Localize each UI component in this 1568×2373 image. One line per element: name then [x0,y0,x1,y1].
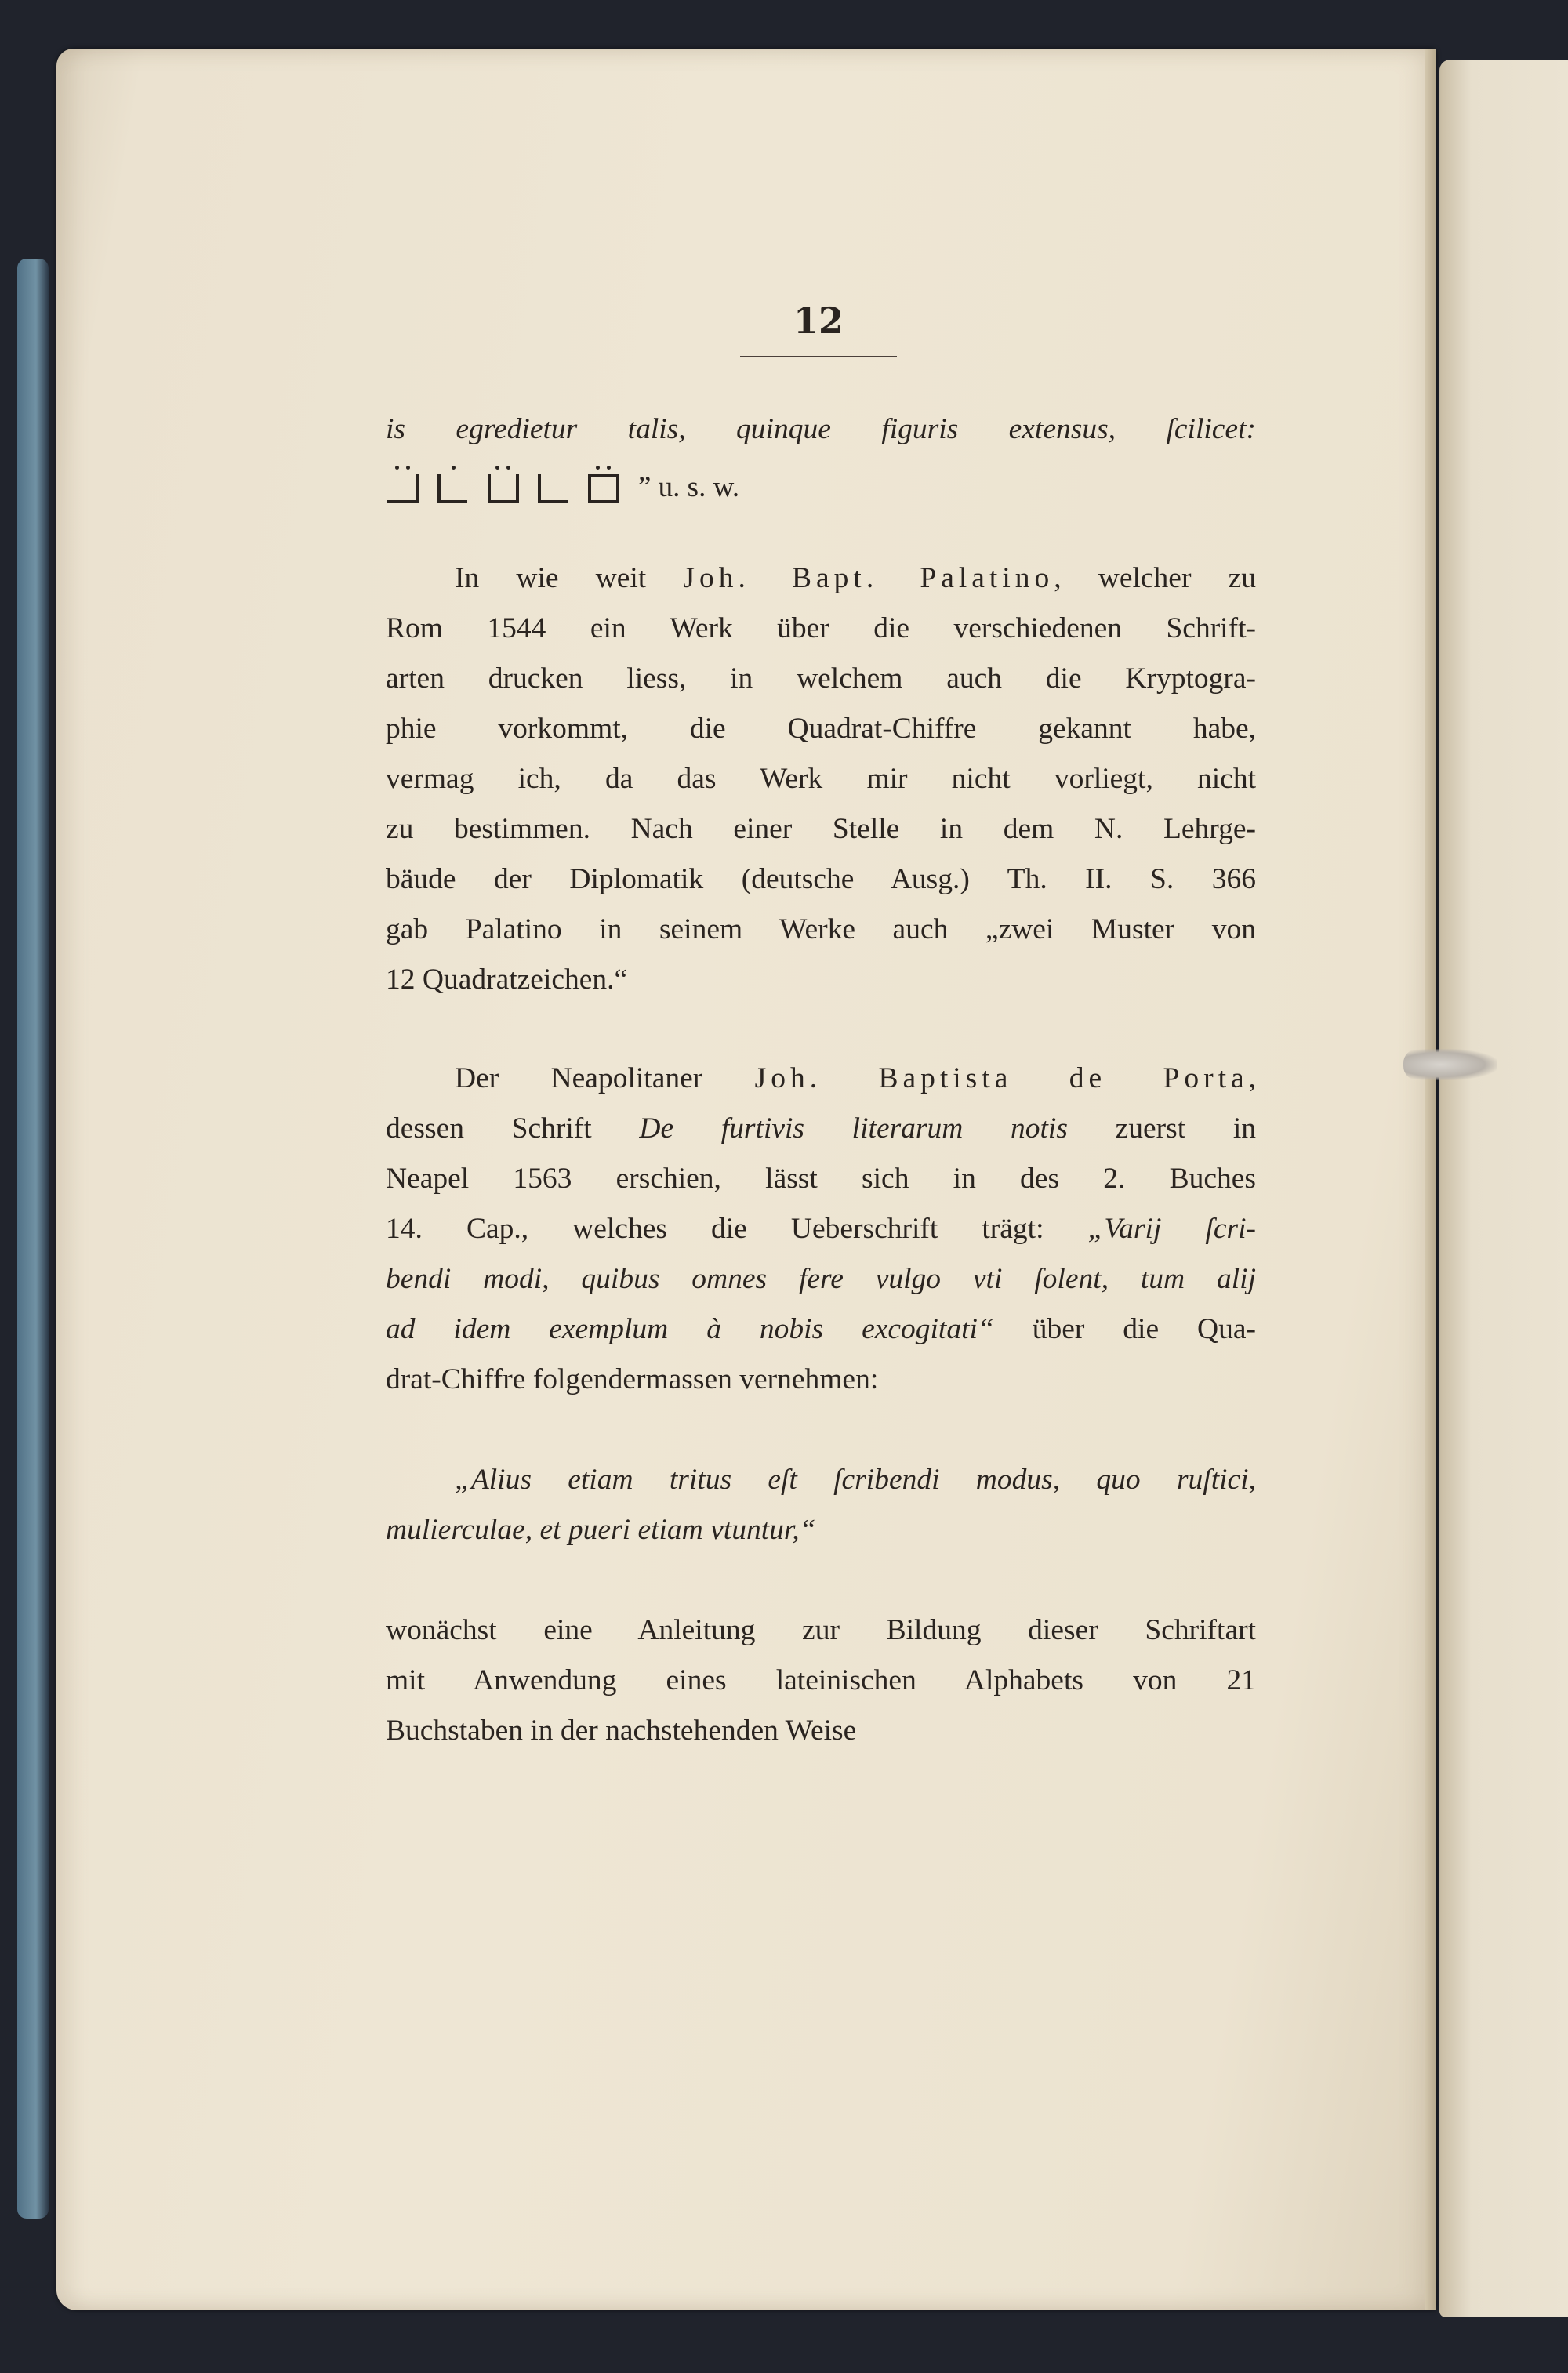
text-line-5: phie vorkommt, die Quadrat-Chiffre gekannt habe, [386,713,1256,745]
text-line-11 [386,1055,1256,1102]
text-line-1: is egredietur talis, quinque figuris extensus, ſcilicet: [386,413,1256,445]
text-segment: 14. Cap., welches die Ueberschrift trägt: [386,1213,1088,1245]
cipher-glyph-row [387,459,739,503]
text-segment: dessen Schrift [386,1112,640,1145]
text-line-6: vermag ich, da das Werk mir nicht vorliegt, nicht [386,763,1256,795]
person-name: Joh. Bapt. Palatino [683,562,1054,594]
text-line-18: „Alius etiam tritus eſt ſcribendi modus, quo ruſtici, [455,1464,1256,1496]
text-line-3: Rom 1544 ein Werk über die verschiedenen Schrift- [386,612,1256,644]
text-segment: In wie weit [455,562,684,594]
text-line-16 [386,1306,1256,1353]
text-segment: Der Neapolitaner [455,1062,755,1094]
text-line-13: Neapel 1563 erschien, lässt sich in des 2. Buches [386,1163,1256,1195]
thread-nub [1403,1049,1497,1080]
latin-quote: „Varij ſcri- [1087,1213,1256,1245]
page-gutter [1425,49,1436,2310]
cipher-glyph-1 [387,474,420,503]
text-line-15: bendi modi, quibus omnes fere vulgo vti ſolent, tum alij [386,1263,1256,1295]
glyph-caption: ” u. s. w. [638,471,740,503]
text-line-19: mulierculae, et pueri etiam vtuntur,“ [386,1514,816,1546]
text-line-21: mit Anwendung eines lateinischen Alphabets von 21 [386,1664,1256,1696]
text-segment: , [1248,1062,1257,1094]
cipher-glyph-2 [437,474,470,503]
latin-quote: ad idem exemplum à nobis excogitati“ [386,1313,994,1345]
person-name: Joh. Baptista de Porta [754,1062,1249,1094]
text-line-4: arten drucken liess, in welchem auch die Kryptogra- [386,662,1256,695]
page-number: 12 [793,299,844,342]
text-line-20: wonächst eine Anleitung zur Bildung dieser Schriftart [386,1614,1256,1646]
text-line-22: Buchstaben in der nachstehenden Weise [386,1714,857,1747]
text-line-17: drat-Chiffre folgendermassen vernehmen: [386,1363,879,1395]
text-line-14 [386,1206,1256,1253]
text-line-12 [386,1105,1256,1152]
text-line-10: 12 Quadratzeichen.“ [386,963,628,996]
cipher-glyph-4 [538,474,571,503]
text-line-2 [386,555,1256,602]
cipher-glyph-3 [488,474,521,503]
cipher-glyph-5 [588,474,621,503]
facing-page-edge [1439,60,1568,2317]
page-number-rule [740,356,897,357]
text-segment: zuerst in [1067,1112,1256,1145]
book-edge [17,259,49,2219]
book-title: De furtivis literarum notis [639,1112,1068,1145]
text-line-9: gab Palatino in seinem Werke auch „zwei Muster von [386,913,1256,945]
text-line-7: zu bestimmen. Nach einer Stelle in dem N. Lehrge- [386,813,1256,845]
text-segment: , welcher zu [1054,562,1256,594]
text-segment: über die Qua- [993,1313,1256,1345]
text-line-8: bäude der Diplomatik (deutsche Ausg.) Th. II. S. 366 [386,863,1256,895]
